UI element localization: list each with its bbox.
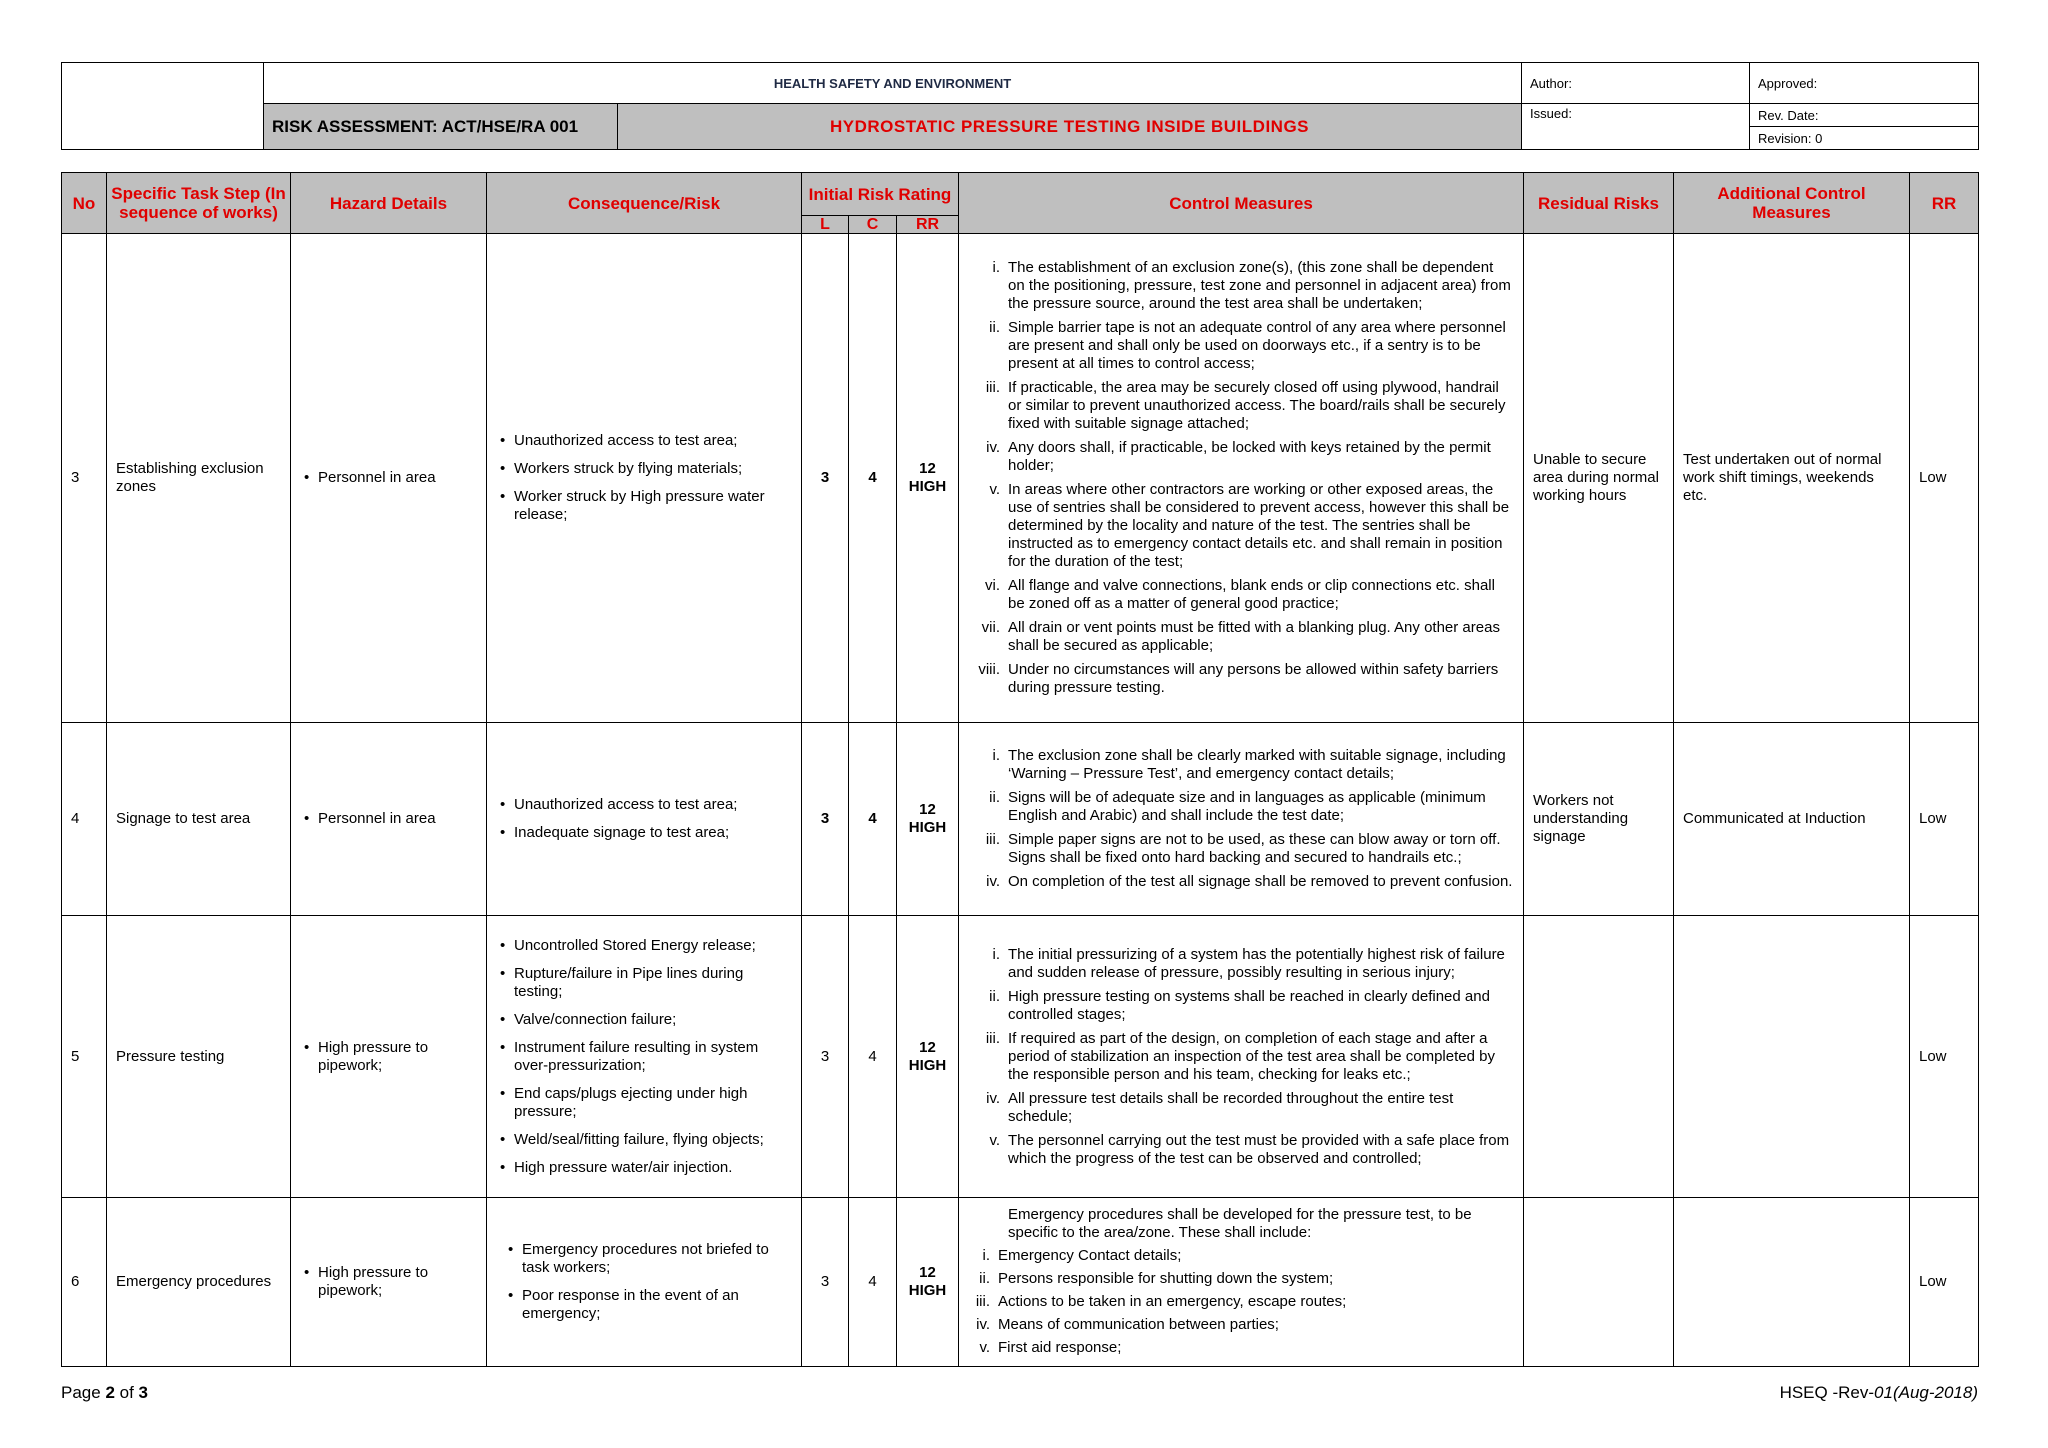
revision-field: Revision: 0 <box>1750 127 1979 150</box>
risk-rating-level: HIGH <box>908 1056 947 1074</box>
control-item: iv. All pressure test details shall be recorded throughout the entire test schedule; <box>986 1089 1454 1125</box>
consequence-item: • Inadequate signage to test area; <box>514 824 792 842</box>
row-task: Pressure testing <box>107 916 291 1198</box>
row-consequence-score: 4 <box>849 234 897 723</box>
consequence-item: • Rupture/failure in Pipe lines during testing; <box>514 965 792 1001</box>
row-consequences <box>487 234 802 723</box>
control-item: v. In areas where other contractors are working or other exposed areas, the use of sentries shall be considered to prevent access, however this shall be determined by the locality and nature of the test. The sentries shall be instructed as to emergency contact details etc. and shall remain in position for the duration of the test; <box>989 481 1510 570</box>
col-header-c: C <box>849 216 897 234</box>
control-item: iii. If practicable, the area may be securely closed off using plywood, handrail or similar to prevent unauthorized access. The board/rails shall be securely fixed with suitable signage attached; <box>985 379 1506 432</box>
control-item: iv. On completion of the test all signage shall be removed to prevent confusion. <box>986 873 1513 890</box>
row-controls <box>959 723 1524 916</box>
row-additional: Test undertaken out of normal work shift timings, weekends etc. <box>1674 234 1910 723</box>
row-additional <box>1674 1198 1910 1367</box>
control-item: iv. Means of communication between parties; <box>976 1316 1279 1333</box>
row-residual: Unable to secure area during normal working hours <box>1524 234 1674 723</box>
hazard-item: • High pressure to pipework; <box>318 1039 477 1075</box>
row-task: Establishing exclusion zones <box>107 234 291 723</box>
control-item: iii. Actions to be taken in an emergency, escape routes; <box>975 1293 1347 1310</box>
row-controls <box>959 1198 1524 1367</box>
row-no: 4 <box>62 723 107 916</box>
row-final-rr: Low <box>1910 723 1979 916</box>
table-header-row <box>62 173 1979 216</box>
row-hazards <box>291 723 487 916</box>
consequence-item: • Poor response in the event of an emergency; <box>522 1287 792 1323</box>
control-item: iv. Any doors shall, if practicable, be locked with keys retained by the permit holder; <box>986 439 1491 474</box>
row-hazards <box>291 1198 487 1367</box>
consequence-item: • Instrument failure resulting in system over-pressurization; <box>514 1039 792 1075</box>
approved-field: Approved: <box>1750 63 1979 104</box>
author-field: Author: <box>1522 63 1750 104</box>
control-item: ii. High pressure testing on systems shall be reached in clearly defined and controlled stages; <box>989 987 1490 1023</box>
row-no: 5 <box>62 916 107 1198</box>
control-item: i. The exclusion zone shall be clearly marked with suitable signage, including ‘Warning – Pressure Test’, and emergency contact details; <box>992 747 1506 782</box>
table-row <box>62 234 1979 723</box>
document-code: HSEQ -Rev-01(Aug-2018) <box>1779 1383 1978 1402</box>
control-item: ii. Persons responsible for shutting down the system; <box>979 1270 1334 1287</box>
row-likelihood: 3 <box>802 1198 849 1367</box>
table-row <box>62 1198 1979 1367</box>
control-item: i. The establishment of an exclusion zone(s), (this zone shall be dependent on the positioning, pressure, test zone and personnel in adjacent area) from the pressure source, around the test area shall be undertaken; <box>992 259 1511 312</box>
issued-field: Issued: <box>1522 104 1750 150</box>
row-final-rr: Low <box>1910 1198 1979 1367</box>
risk-rating-level: HIGH <box>908 1282 947 1299</box>
row-consequence-score: 4 <box>849 1198 897 1367</box>
control-item: viii. Under no circumstances will any persons be allowed within safety barriers during pressure testing. <box>978 661 1499 696</box>
row-consequences <box>487 1198 802 1367</box>
consequence-item: • Unauthorized access to test area; <box>514 796 792 814</box>
col-header-final-rr: RR <box>1910 173 1979 234</box>
consequence-item: • End caps/plugs ejecting under high pressure; <box>514 1085 792 1121</box>
row-likelihood: 3 <box>802 723 849 916</box>
row-additional: Communicated at Induction <box>1674 723 1910 916</box>
control-item: v. The personnel carrying out the test must be provided with a safe place from which the progress of the test can be observed and controlled; <box>989 1131 1510 1167</box>
col-header-hazard: Hazard Details <box>291 173 487 234</box>
risk-rating-value: 12 <box>919 801 936 818</box>
row-no: 6 <box>62 1198 107 1367</box>
row-additional <box>1674 916 1910 1198</box>
document-title: HYDROSTATIC PRESSURE TESTING INSIDE BUILDINGS <box>618 104 1522 150</box>
col-header-rr: RR <box>897 216 959 234</box>
col-header-consequence: Consequence/Risk <box>487 173 802 234</box>
control-item: i. Emergency Contact details; <box>982 1247 1182 1264</box>
row-consequence-score: 4 <box>849 916 897 1198</box>
row-controls <box>959 234 1524 723</box>
consequence-item: • Unauthorized access to test area; <box>514 432 792 450</box>
col-header-no: No <box>62 173 107 234</box>
row-final-rr: Low <box>1910 234 1979 723</box>
risk-rating-value: 12 <box>919 1264 936 1281</box>
row-final-rr: Low <box>1910 916 1979 1198</box>
consequence-item: • Valve/connection failure; <box>514 1011 792 1029</box>
col-header-initial-rating: Initial Risk Rating <box>802 173 959 216</box>
consequence-item: • Uncontrolled Stored Energy release; <box>514 937 792 955</box>
control-item: v. First aid response; <box>979 1339 1122 1356</box>
consequence-item: • High pressure water/air injection. <box>514 1159 792 1177</box>
document-header <box>61 62 1979 150</box>
row-residual <box>1524 1198 1674 1367</box>
row-risk-rating <box>897 916 959 1198</box>
consequence-item: • Emergency procedures not briefed to task workers; <box>522 1241 792 1277</box>
col-header-task: Specific Task Step (In sequence of works) <box>107 173 291 234</box>
risk-rating-value: 12 <box>919 460 936 477</box>
control-item: ii. Simple barrier tape is not an adequate control of any area where personnel are present and shall only be used on doorways etc., if a sentry is to be present at all times to control access; <box>989 319 1506 372</box>
col-header-l: L <box>802 216 849 234</box>
col-header-residual: Residual Risks <box>1524 173 1674 234</box>
row-controls <box>959 916 1524 1198</box>
consequence-item: • Weld/seal/fitting failure, flying objects; <box>514 1131 792 1149</box>
control-intro: Emergency procedures shall be developed for the pressure test, to be specific to the area/zone. These shall include: <box>1008 1206 1472 1241</box>
hazard-item: • Personnel in area <box>318 469 477 487</box>
row-risk-rating <box>897 1198 959 1367</box>
hazard-item: • Personnel in area <box>318 810 477 828</box>
control-item: ii. Signs will be of adequate size and in languages as applicable (minimum English and Arabic) and shall include the test date; <box>989 789 1486 824</box>
risk-rating-level: HIGH <box>908 819 947 836</box>
row-consequences <box>487 916 802 1198</box>
consequence-item: • Workers struck by flying materials; <box>514 460 792 478</box>
row-likelihood: 3 <box>802 234 849 723</box>
department-title: HEALTH SAFETY AND ENVIRONMENT <box>264 63 1522 104</box>
logo-placeholder <box>62 63 264 150</box>
page-number: Page 2 of 3 <box>61 1383 148 1402</box>
row-consequences <box>487 723 802 916</box>
row-residual: Workers not understanding signage <box>1524 723 1674 916</box>
rev-date-field: Rev. Date: <box>1750 104 1979 127</box>
col-header-control: Control Measures <box>959 173 1524 234</box>
row-task: Signage to test area <box>107 723 291 916</box>
control-item: i. The initial pressurizing of a system has the potentially highest risk of failure and sudden release of pressure, possibly resulting in serious injury; <box>992 945 1505 981</box>
row-likelihood: 3 <box>802 916 849 1198</box>
consequence-item: • Worker struck by High pressure water release; <box>514 488 792 524</box>
row-consequence-score: 4 <box>849 723 897 916</box>
table-row <box>62 723 1979 916</box>
table-row <box>62 916 1979 1198</box>
control-item: iii. If required as part of the design, on completion of each stage and after a period of stabilization an inspection of the test area shall be completed by the responsible person and his team, checking for leaks etc.; <box>985 1029 1495 1083</box>
risk-assessment-code: RISK ASSESSMENT: ACT/HSE/RA 001 <box>264 104 618 150</box>
control-item: vii. All drain or vent points must be fitted with a blanking plug. Any other areas shall be secured as applicable; <box>981 619 1500 654</box>
row-risk-rating <box>897 723 959 916</box>
row-hazards <box>291 234 487 723</box>
control-item: iii. Simple paper signs are not to be used, as these can blow away or torn off. Signs shall be fixed onto hard backing and secured to handrails etc.; <box>985 831 1501 866</box>
row-risk-rating <box>897 234 959 723</box>
risk-assessment-table <box>61 172 1979 1367</box>
risk-rating-value: 12 <box>919 1038 936 1056</box>
row-no: 3 <box>62 234 107 723</box>
control-item: vi. All flange and valve connections, blank ends or clip connections etc. shall be zoned off as a matter of general good practice; <box>985 577 1495 612</box>
row-residual <box>1524 916 1674 1198</box>
hazard-item: • High pressure to pipework; <box>318 1264 477 1300</box>
row-hazards <box>291 916 487 1198</box>
col-header-additional: Additional Control Measures <box>1674 173 1910 234</box>
row-task: Emergency procedures <box>107 1198 291 1367</box>
risk-rating-level: HIGH <box>908 478 947 495</box>
